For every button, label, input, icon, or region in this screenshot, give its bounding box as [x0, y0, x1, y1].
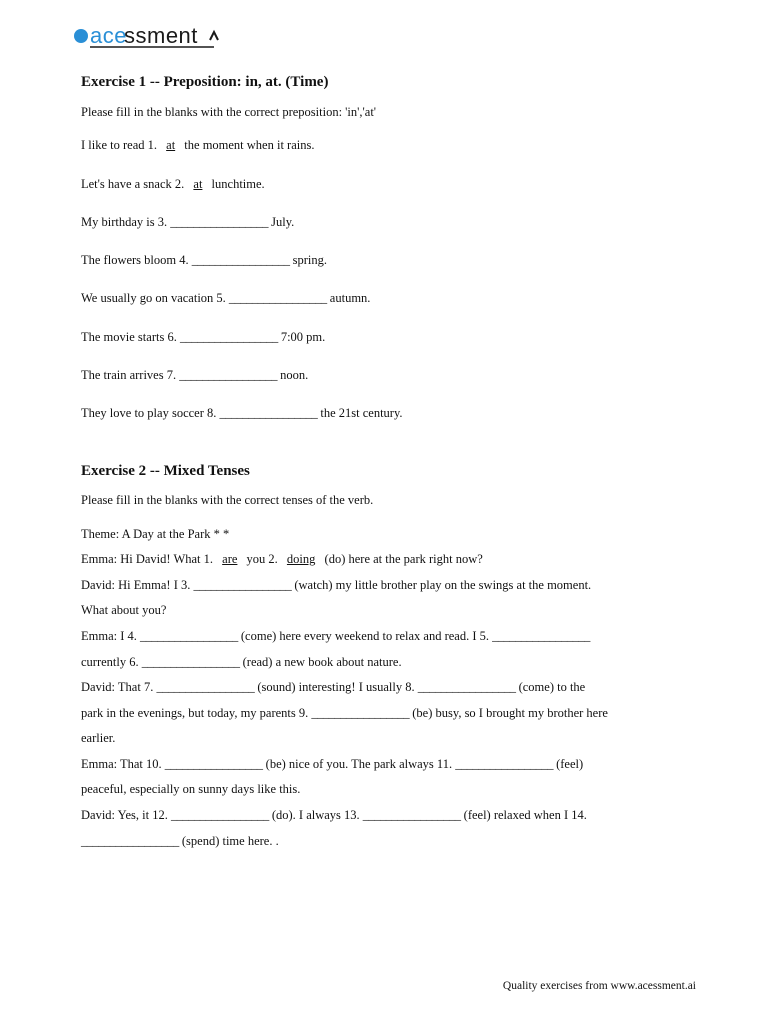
dialogue-line: Emma: That 10. _________________ (be) nice of you. The park always 11. _________________ (feel) [81, 757, 584, 771]
exercise-1-instruction: Please fill in the blanks with the correct preposition: 'in','at' [81, 105, 377, 119]
blank-field[interactable]: _________________ [311, 706, 410, 720]
blank-field[interactable]: _________________ [417, 680, 516, 694]
blank-field[interactable]: _________________ [362, 808, 461, 822]
logo-text-part2: ssment [124, 23, 198, 48]
exercise-2-instruction: Please fill in the blanks with the correct tenses of the verb. [81, 493, 374, 507]
exercise-1-title: Exercise 1 -- Preposition: in, at. (Time) [81, 74, 329, 90]
blank-field[interactable]: _________________ [141, 655, 240, 669]
blank-field[interactable]: _________________ [170, 215, 268, 229]
blank-field[interactable]: _________________ [191, 253, 290, 267]
dialogue-line: _________________ (spend) time here. . [81, 834, 279, 848]
dialogue-line: park in the evenings, but today, my parents 9. _________________ (be) busy, so I brought my brother here [81, 706, 608, 720]
dialogue-line: currently 6. _________________ (read) a new book about nature. [81, 655, 402, 669]
exercise-2-theme: Theme: A Day at the Park * * [81, 527, 230, 541]
blank-field[interactable]: _________________ [228, 291, 327, 305]
exercise-1-item: The movie starts 6. _________________ 7:00 pm. [81, 330, 326, 344]
blank-field[interactable]: _________________ [179, 368, 277, 382]
exercise-2-title: Exercise 2 -- Mixed Tenses [81, 463, 250, 479]
blank-field[interactable]: _________________ [492, 629, 590, 643]
logo-text-part1: ace [90, 23, 127, 48]
blank-field[interactable]: _________________ [140, 629, 238, 643]
logo-mark-icon [72, 18, 222, 52]
exercise-1-item: They love to play soccer 8. _________________ the 21st century. [81, 406, 403, 420]
blank-field[interactable]: _________________ [193, 578, 292, 592]
exercise-1-item: We usually go on vacation 5. _________________ autumn. [81, 291, 371, 305]
dialogue-line: What about you? [81, 603, 167, 617]
dialogue-line: earlier. [81, 731, 116, 745]
answer-field[interactable]: at [166, 138, 176, 152]
dialogue-line: peaceful, especially on sunny days like this. [81, 782, 301, 796]
answer-field[interactable]: are [222, 552, 238, 566]
dialogue-line: Emma: Hi David! What 1. are you 2. doing (do) here at the park right now? [81, 552, 483, 566]
blank-field[interactable]: _________________ [164, 757, 263, 771]
exercise-1-item: My birthday is 3. _________________ July. [81, 215, 295, 229]
exercise-1-item: I like to read 1. at the moment when it rains. [81, 138, 315, 152]
dialogue-line: David: That 7. _________________ (sound) interesting! I usually 8. _________________ (come) to the [81, 680, 586, 694]
footer-text: Quality exercises from www.acessment.ai [502, 980, 696, 992]
answer-field[interactable]: at [193, 177, 203, 191]
dialogue-line: Emma: I 4. _________________ (come) here every weekend to relax and read. I 5. _________________ [81, 629, 590, 643]
blank-field[interactable]: _________________ [219, 406, 318, 420]
dialogue-line: David: Yes, it 12. _________________ (do). I always 13. _________________ (feel) relaxed when I 14. [81, 808, 587, 822]
acessment-logo [72, 18, 222, 52]
blank-field[interactable]: _________________ [156, 680, 255, 694]
exercise-1-item: The flowers bloom 4. _________________ spring. [81, 253, 327, 267]
blank-field[interactable]: _________________ [81, 834, 179, 848]
blank-field[interactable]: _________________ [170, 808, 269, 822]
blank-field[interactable]: _________________ [179, 330, 278, 344]
dialogue-line: David: Hi Emma! I 3. _________________ (watch) my little brother play on the swings at the moment. [81, 578, 592, 592]
blank-field[interactable]: _________________ [455, 757, 553, 771]
exercise-1-item: Let's have a snack 2. at lunchtime. [81, 177, 265, 191]
answer-field[interactable]: doing [286, 552, 316, 566]
exercise-1-item: The train arrives 7. _________________ noon. [81, 368, 309, 382]
